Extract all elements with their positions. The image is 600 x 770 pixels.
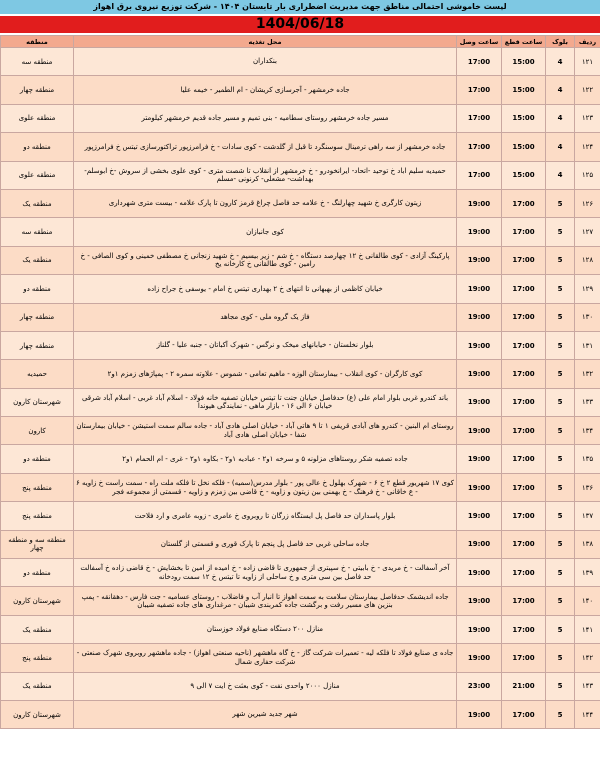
cut-time: 17:00 [502,644,546,672]
block-number: 5 [546,275,575,303]
table-row [1,502,600,530]
cut-time: 17:00 [502,189,546,217]
table-row [1,246,600,274]
location-desc: جاده اندیشمک حدفاصل بیمارستان سلامت به سمت اهواز تا انبار آب و فاضلاب - روستای عسامیه - جت فارس - دهقانقه - پمپ بنزین های مسیر رفت و برگشت جاده کمربندی شیبان - مرغداری های جاده تصفیه شیبان [74,587,457,615]
table-row [1,303,600,331]
connect-time: 17:00 [457,161,502,189]
row-number: ۱۲۳ [575,104,600,132]
location-desc: پارکینگ آزادی - کوی طالقانی خ ۱۲ چهارصد دستگاه - خ شم - زیر بیسیم - خ شهید زنجانی خ مصطفی خمینی و کوی الصافی - خ رامین - کوی طالقانی خ کارخانه یخ [74,246,457,274]
location-desc: جاده ی صنایع فولاد تا فلکه لیه - تعمیرات شرکت گاز - خ گاه ماهشهر (ناحیه صنعتی اهواز) - جاده ماهشهر روبروی شهرک صنعتی - شرکت حفاری شمال [74,644,457,672]
connect-time: 19:00 [457,303,502,331]
location-desc: جاده خرمشهر از سه راهی ترمینال سوسنگرد تا قبل از گلدشت - کوی سادات - خ فرامرزپور تراکتورسازی تیتس خ فرامرزپور [74,133,457,161]
location-desc: کوی جانبازان [74,218,457,246]
table-header-row [1,36,600,48]
location-desc: منازل ۲۰۰۰ واحدی نفت - کوی بعثت خ ایت ۷ الی ۹ [74,672,457,700]
row-number: ۱۲۷ [575,218,600,246]
table-row [1,700,600,728]
cut-time: 17:00 [502,587,546,615]
cut-time: 17:00 [502,303,546,331]
connect-time: 19:00 [457,331,502,359]
location-desc: جاده خرمشهر - آجرسازی کریشان - ام الطمیر - خیمه علیا [74,76,457,104]
row-number: ۱۴۰ [575,587,600,615]
table-row [1,76,600,104]
region-name: کارون [1,417,74,445]
region-name: منطقه چهار [1,76,74,104]
table-row [1,275,600,303]
location-desc: بنکداران [74,48,457,76]
table-row [1,672,600,700]
block-number: 5 [546,445,575,473]
table-row [1,133,600,161]
cut-time: 17:00 [502,445,546,473]
connect-time: 19:00 [457,218,502,246]
connect-time: 19:00 [457,445,502,473]
region-name: منطقه پنج [1,502,74,530]
connect-time: 19:00 [457,246,502,274]
block-number: 4 [546,133,575,161]
region-name: شهرستان کارون [1,388,74,416]
block-number: 5 [546,672,575,700]
cut-time: 15:00 [502,76,546,104]
row-number: ۱۴۲ [575,644,600,672]
col-header-row-no: ردیف [575,36,600,48]
location-desc: جاده تصفیه شکر روستاهای مزلونه ۵ و سرخه ۱و۲ - عبادیه ۱و۲ - بکاوه ۱و۲ - غری - ام الحمام ۱و۲ [74,445,457,473]
location-desc: آخر آسفالت - خ مریدی - خ بابیتی - خ سپیتری از جمهوری تا قاضی زاده - خ امیده از امین تا بخشایش - خ قاضی زاده خ آسفالت حد فاصل بین سی متری و خ ساحلی از زاویه تا تیتس خ ۱۲ سمت رودخانه [74,559,457,587]
region-name: منطقه علوی [1,104,74,132]
connect-time: 19:00 [457,502,502,530]
table-row [1,161,600,189]
location-desc: کوی ۱۷ شهریور قطع ۲ خ ۶ - شهرک بهلول خ عالی پور - بلوار مدرس(سمیه) - فلکه نخل تا فلکه ملت راه - سمت راست خ زاویه ۶ - ع خاقانی - خ فرهنگ - خ بهمنی بین زیتون و زاویه - خ قاضی بین زمزم و زاویه - قسمتی از مجموعه فجر [74,473,457,501]
row-number: ۱۲۵ [575,161,600,189]
region-name: منطقه پنج [1,644,74,672]
cut-time: 21:00 [502,672,546,700]
table-row [1,189,600,217]
region-name: حمیدیه [1,360,74,388]
region-name: شهرستان کارون [1,700,74,728]
cut-time: 17:00 [502,388,546,416]
block-number: 5 [546,530,575,558]
connect-time: 19:00 [457,360,502,388]
block-number: 5 [546,587,575,615]
location-desc: روستای ام البنین - کندرو های آبادی قریفی ۱ تا ۹ هاتی آباد - خیابان اصلی هادی آباد - جاده سالم سمت استیشن - خیابان بیمارستان شفا - خیابان اصلی هادی آباد [74,417,457,445]
location-desc: خیابان کاظمی از بهبهانی تا انتهای خ ۲ بهداری تیتس خ امام - یوسفی خ جراح زاده [74,275,457,303]
connect-time: 23:00 [457,672,502,700]
location-desc: بلوار نخلستان - خیابانهای میخک و نرگس - شهرک آکباتان - جنبه علیا - گلناز [74,331,457,359]
block-number: 5 [546,246,575,274]
row-number: ۱۲۹ [575,275,600,303]
location-desc: منازل ۲۰۰ دستگاه صنایع فولاد خوزستان [74,615,457,643]
row-number: ۱۴۴ [575,700,600,728]
table-row [1,445,600,473]
region-name: منطقه سه [1,48,74,76]
row-number: ۱۲۱ [575,48,600,76]
row-number: ۱۳۸ [575,530,600,558]
table-row [1,104,600,132]
region-name: منطقه دو [1,275,74,303]
block-number: 5 [546,502,575,530]
connect-time: 17:00 [457,133,502,161]
table-row [1,331,600,359]
cut-time: 17:00 [502,615,546,643]
table-row [1,559,600,587]
row-number: ۱۲۶ [575,189,600,217]
location-desc: حمیدیه سلیم اباد خ توحید -اتحاد- ایرانخودرو - خ خرمشهر از انقلاب تا شصت متری - کوی علوی بخشی از سروش -خ ابوسلم- بهداشت- مشعلی- کرنونی -مسلم [74,161,457,189]
table-row [1,644,600,672]
row-number: ۱۳۰ [575,303,600,331]
region-name: منطقه دو [1,559,74,587]
table-row [1,530,600,558]
connect-time: 19:00 [457,644,502,672]
connect-time: 17:00 [457,104,502,132]
row-number: ۱۴۱ [575,615,600,643]
row-number: ۱۳۲ [575,360,600,388]
table-row [1,218,600,246]
cut-time: 17:00 [502,473,546,501]
region-name: منطقه سه و منطقه چهار [1,530,74,558]
cut-time: 15:00 [502,133,546,161]
cut-time: 17:00 [502,275,546,303]
location-desc: مسیر جاده خرمشهر روستای سطامیه - بنی تمیم و مسیر جاده قدیم خرمشهر کیلومتر [74,104,457,132]
table-row [1,615,600,643]
connect-time: 19:00 [457,189,502,217]
location-desc: جاده ساحلی غربی حد فاصل پل پنجم تا پارک قوری و قسمتی از گلستان [74,530,457,558]
location-desc: زیتون کارگری خ شهید چهارلنگ - خ علامه حد فاصل چراغ قرمز کارون تا پارک علامه - بیست متری شهرداری [74,189,457,217]
region-name: شهرستان کارون [1,587,74,615]
table-row [1,473,600,501]
col-header-location: محل تغذیه [74,36,457,48]
table-row [1,48,600,76]
sheet-date: 1404/06/18 [0,16,600,33]
table-row [1,587,600,615]
block-number: 5 [546,189,575,217]
cut-time: 17:00 [502,530,546,558]
connect-time: 19:00 [457,388,502,416]
block-number: 4 [546,76,575,104]
region-name: منطقه دو [1,445,74,473]
row-number: ۱۳۴ [575,417,600,445]
region-name: منطقه چهار [1,331,74,359]
table-row [1,388,600,416]
block-number: 5 [546,360,575,388]
location-desc: باند کندرو غربی بلوار امام علی (ع) حدفاصل خیابان جنت تا تیتس خیابان تصفیه خانه فولاد - اسلام آباد غربی - اسلام آباد شرقی خیابان ۶ الی ۱۶ - بازار ماهی - نمایندگی هیوندا [74,388,457,416]
cut-time: 17:00 [502,502,546,530]
connect-time: 19:00 [457,473,502,501]
region-name: منطقه علوی [1,161,74,189]
block-number: 5 [546,644,575,672]
connect-time: 19:00 [457,275,502,303]
row-number: ۱۴۳ [575,672,600,700]
row-number: ۱۳۱ [575,331,600,359]
location-desc: بلوار پاسداران حد فاصل پل ایستگاه زرگان تا روبروی خ عامری - زوبه عامری و ارد فلاحت [74,502,457,530]
connect-time: 19:00 [457,559,502,587]
table-row [1,360,600,388]
connect-time: 19:00 [457,615,502,643]
region-name: منطقه یک [1,246,74,274]
region-name: منطقه دو [1,133,74,161]
block-number: 4 [546,104,575,132]
cut-time: 17:00 [502,360,546,388]
row-number: ۱۳۹ [575,559,600,587]
row-number: ۱۳۷ [575,502,600,530]
connect-time: 19:00 [457,587,502,615]
col-header-cut-time: ساعت قطع [502,36,546,48]
region-name: منطقه یک [1,672,74,700]
col-header-block: بلوک [546,36,575,48]
region-name: منطقه سه [1,218,74,246]
block-number: 5 [546,388,575,416]
connect-time: 19:00 [457,700,502,728]
block-number: 5 [546,218,575,246]
sheet-title: لیست خاموشی احتمالی مناطق جهت مدیریت اضطراری بار تابستان ۱۴۰۴ - شرکت توزیع نیروی برق اهواز [0,0,600,14]
block-number: 4 [546,161,575,189]
cut-time: 17:00 [502,331,546,359]
location-desc: فاز یک گروه ملی - کوی مجاهد [74,303,457,331]
region-name: منطقه یک [1,615,74,643]
cut-time: 17:00 [502,417,546,445]
location-desc: کوی کارگران - کوی انقلاب - بیمارستان الوزه - ماهیم تعامی - شموس - علاوته سمره ۲ - پمپاژهای زمزم ۱و۲ [74,360,457,388]
block-number: 5 [546,615,575,643]
region-name: منطقه پنج [1,473,74,501]
row-number: ۱۳۳ [575,388,600,416]
cut-time: 15:00 [502,48,546,76]
cut-time: 17:00 [502,559,546,587]
connect-time: 17:00 [457,48,502,76]
location-desc: شهر جدید شیرین شهر [74,700,457,728]
cut-time: 15:00 [502,104,546,132]
table-body [1,48,600,729]
row-number: ۱۲۴ [575,133,600,161]
connect-time: 17:00 [457,76,502,104]
block-number: 5 [546,303,575,331]
block-number: 5 [546,417,575,445]
block-number: 4 [546,48,575,76]
cut-time: 17:00 [502,700,546,728]
cut-time: 17:00 [502,246,546,274]
connect-time: 19:00 [457,417,502,445]
col-header-connect-time: ساعت وصل [457,36,502,48]
region-name: منطقه چهار [1,303,74,331]
region-name: منطقه یک [1,189,74,217]
row-number: ۱۳۵ [575,445,600,473]
cut-time: 17:00 [502,218,546,246]
block-number: 5 [546,331,575,359]
block-number: 5 [546,559,575,587]
outage-table [0,35,600,729]
table-row [1,417,600,445]
row-number: ۱۳۶ [575,473,600,501]
cut-time: 15:00 [502,161,546,189]
row-number: ۱۲۸ [575,246,600,274]
block-number: 5 [546,700,575,728]
col-header-region: منطقه [1,36,74,48]
row-number: ۱۲۲ [575,76,600,104]
block-number: 5 [546,473,575,501]
connect-time: 19:00 [457,530,502,558]
